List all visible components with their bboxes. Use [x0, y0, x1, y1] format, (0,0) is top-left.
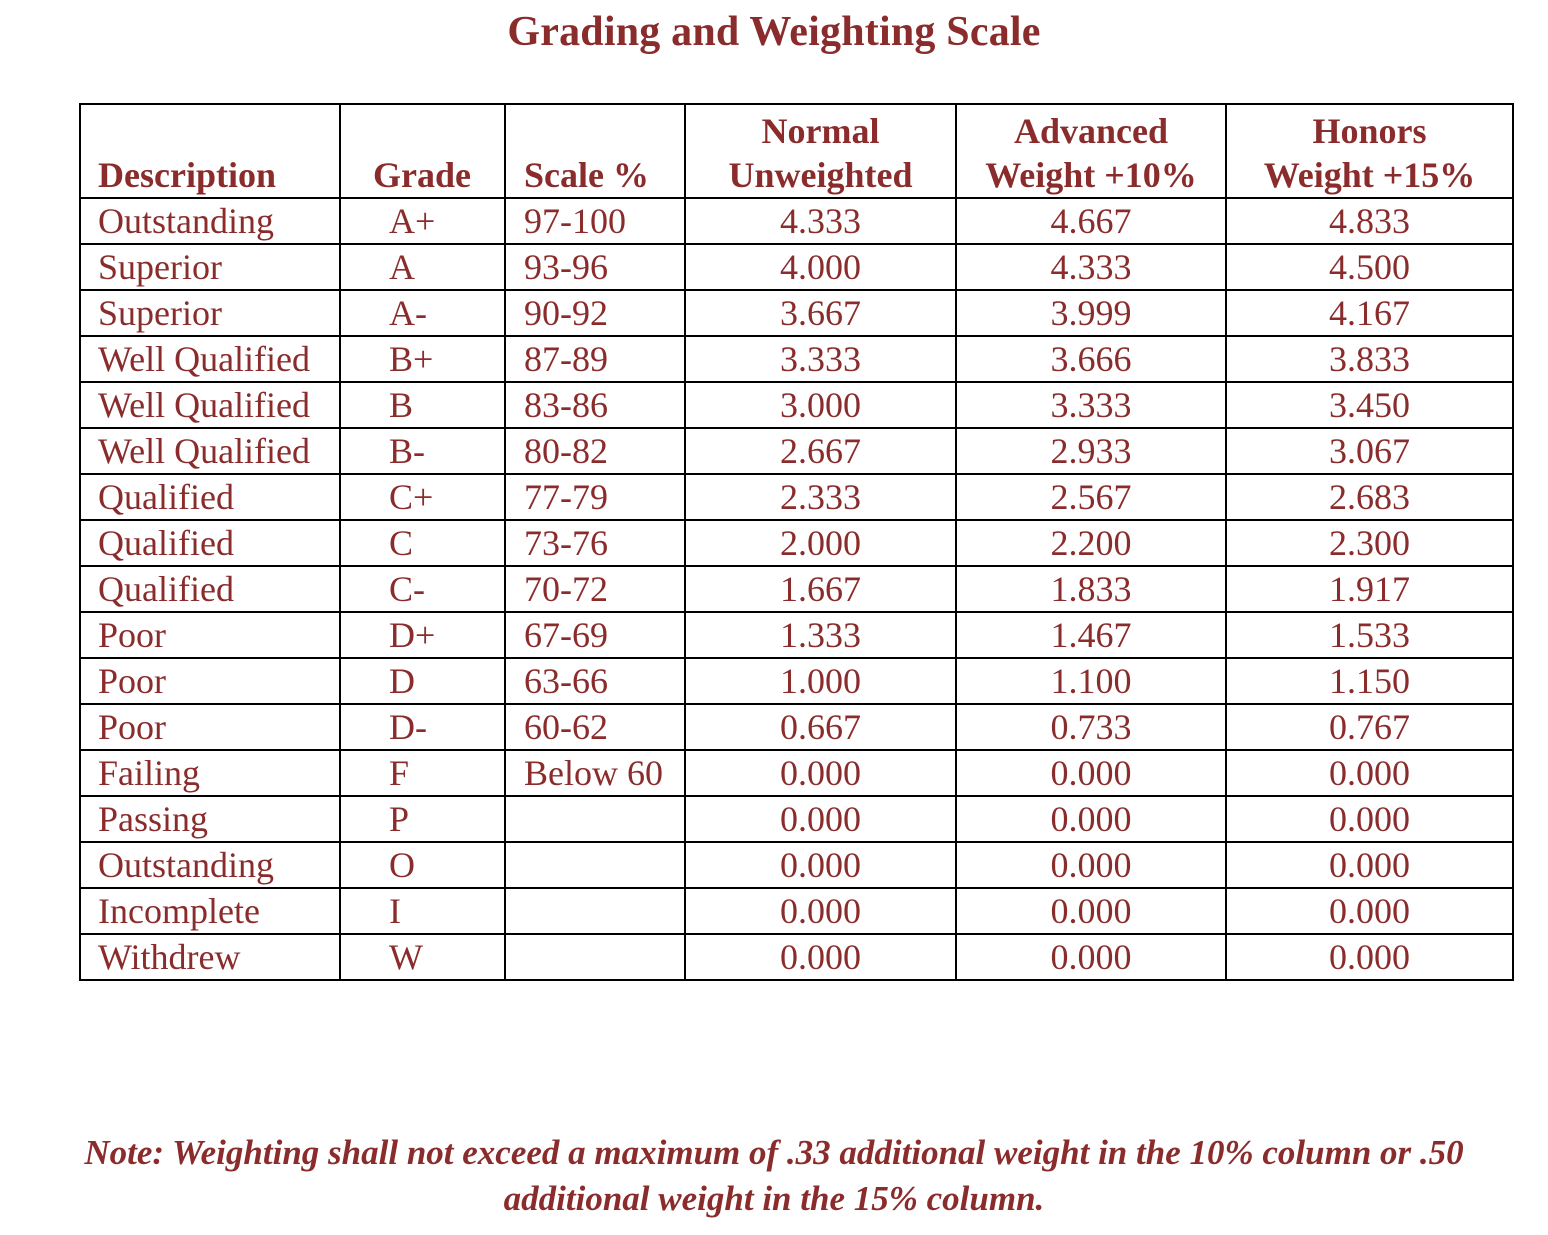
cell-normal-unweighted: 0.000 [685, 796, 956, 842]
cell-grade: D [340, 658, 505, 704]
table-row [80, 290, 1513, 336]
cell-normal-unweighted: 3.333 [685, 336, 956, 382]
cell-normal-unweighted: 1.000 [685, 658, 956, 704]
table-body [80, 198, 1513, 980]
table-header-row [80, 104, 1513, 198]
table-row [80, 888, 1513, 934]
table-row [80, 612, 1513, 658]
header-advanced-weight [956, 104, 1226, 198]
cell-advanced-weight: 0.000 [956, 796, 1226, 842]
cell-normal-unweighted: 0.667 [685, 704, 956, 750]
cell-grade: F [340, 750, 505, 796]
note-line-1: Note: Weighting shall not exceed a maximum of .33 additional weight in the 10% column or .50 [84, 1133, 1464, 1172]
header-grade: Grade [340, 104, 505, 198]
header-honors-weight [1226, 104, 1513, 198]
cell-description: Qualified [80, 566, 340, 612]
cell-scale [505, 934, 685, 980]
cell-advanced-weight: 1.100 [956, 658, 1226, 704]
cell-normal-unweighted: 1.667 [685, 566, 956, 612]
cell-scale: 90-92 [505, 290, 685, 336]
cell-honors-weight: 0.000 [1226, 888, 1513, 934]
cell-grade: W [340, 934, 505, 980]
table-row [80, 428, 1513, 474]
cell-description: Superior [80, 244, 340, 290]
cell-honors-weight: 2.300 [1226, 520, 1513, 566]
cell-advanced-weight: 3.333 [956, 382, 1226, 428]
cell-grade: B- [340, 428, 505, 474]
cell-advanced-weight: 0.733 [956, 704, 1226, 750]
header-advanced-line1: Advanced [1013, 111, 1169, 151]
cell-advanced-weight: 0.000 [956, 888, 1226, 934]
cell-honors-weight: 3.833 [1226, 336, 1513, 382]
cell-advanced-weight: 1.467 [956, 612, 1226, 658]
cell-advanced-weight: 3.666 [956, 336, 1226, 382]
header-honors-line2: Weight +15% [1263, 155, 1476, 195]
table-row [80, 842, 1513, 888]
cell-normal-unweighted: 2.667 [685, 428, 956, 474]
cell-scale [505, 888, 685, 934]
cell-scale: 93-96 [505, 244, 685, 290]
cell-scale: 80-82 [505, 428, 685, 474]
cell-scale: 97-100 [505, 198, 685, 244]
cell-scale: Below 60 [505, 750, 685, 796]
cell-scale: 83-86 [505, 382, 685, 428]
cell-description: Passing [80, 796, 340, 842]
cell-grade: A [340, 244, 505, 290]
cell-honors-weight: 0.000 [1226, 796, 1513, 842]
cell-scale: 77-79 [505, 474, 685, 520]
table-row [80, 520, 1513, 566]
cell-honors-weight: 4.833 [1226, 198, 1513, 244]
cell-description: Qualified [80, 474, 340, 520]
table-row [80, 336, 1513, 382]
cell-grade: B+ [340, 336, 505, 382]
cell-scale: 73-76 [505, 520, 685, 566]
cell-honors-weight: 1.917 [1226, 566, 1513, 612]
cell-normal-unweighted: 1.333 [685, 612, 956, 658]
cell-description: Outstanding [80, 842, 340, 888]
cell-honors-weight: 2.683 [1226, 474, 1513, 520]
cell-grade: C [340, 520, 505, 566]
grading-scale-table [79, 103, 1514, 981]
cell-honors-weight: 0.767 [1226, 704, 1513, 750]
header-description: Description [80, 104, 340, 198]
cell-description: Poor [80, 612, 340, 658]
cell-advanced-weight: 2.567 [956, 474, 1226, 520]
cell-description: Well Qualified [80, 382, 340, 428]
cell-description: Superior [80, 290, 340, 336]
cell-normal-unweighted: 0.000 [685, 750, 956, 796]
cell-description: Poor [80, 704, 340, 750]
cell-description: Withdrew [80, 934, 340, 980]
cell-grade: I [340, 888, 505, 934]
cell-normal-unweighted: 4.333 [685, 198, 956, 244]
cell-grade: P [340, 796, 505, 842]
cell-description: Outstanding [80, 198, 340, 244]
cell-scale: 70-72 [505, 566, 685, 612]
cell-description: Well Qualified [80, 428, 340, 474]
cell-normal-unweighted: 4.000 [685, 244, 956, 290]
cell-scale [505, 842, 685, 888]
header-normal-line2: Unweighted [728, 155, 913, 195]
cell-description: Incomplete [80, 888, 340, 934]
table-row [80, 244, 1513, 290]
cell-honors-weight: 0.000 [1226, 842, 1513, 888]
cell-advanced-weight: 4.333 [956, 244, 1226, 290]
table-row [80, 750, 1513, 796]
cell-honors-weight: 4.167 [1226, 290, 1513, 336]
header-honors-line1: Honors [1312, 111, 1427, 151]
cell-description: Failing [80, 750, 340, 796]
cell-scale: 67-69 [505, 612, 685, 658]
table-row [80, 474, 1513, 520]
cell-honors-weight: 3.067 [1226, 428, 1513, 474]
table-row [80, 198, 1513, 244]
table-row [80, 382, 1513, 428]
table-row [80, 796, 1513, 842]
cell-honors-weight: 0.000 [1226, 934, 1513, 980]
page-title: Grading and Weighting Scale [507, 9, 1041, 55]
cell-normal-unweighted: 0.000 [685, 888, 956, 934]
cell-advanced-weight: 2.200 [956, 520, 1226, 566]
cell-description: Poor [80, 658, 340, 704]
cell-grade: O [340, 842, 505, 888]
cell-normal-unweighted: 2.333 [685, 474, 956, 520]
cell-grade: C+ [340, 474, 505, 520]
table-row [80, 658, 1513, 704]
header-scale: Scale % [505, 104, 685, 198]
cell-description: Well Qualified [80, 336, 340, 382]
cell-grade: C- [340, 566, 505, 612]
cell-honors-weight: 0.000 [1226, 750, 1513, 796]
cell-advanced-weight: 0.000 [956, 750, 1226, 796]
cell-scale: 60-62 [505, 704, 685, 750]
cell-scale [505, 796, 685, 842]
cell-honors-weight: 4.500 [1226, 244, 1513, 290]
cell-grade: A- [340, 290, 505, 336]
table-row [80, 704, 1513, 750]
cell-scale: 87-89 [505, 336, 685, 382]
header-normal-unweighted [685, 104, 956, 198]
cell-normal-unweighted: 3.000 [685, 382, 956, 428]
table-row [80, 934, 1513, 980]
cell-grade: D+ [340, 612, 505, 658]
cell-advanced-weight: 0.000 [956, 842, 1226, 888]
cell-advanced-weight: 4.667 [956, 198, 1226, 244]
cell-grade: A+ [340, 198, 505, 244]
cell-grade: B [340, 382, 505, 428]
cell-normal-unweighted: 0.000 [685, 842, 956, 888]
cell-advanced-weight: 1.833 [956, 566, 1226, 612]
cell-grade: D- [340, 704, 505, 750]
cell-normal-unweighted: 3.667 [685, 290, 956, 336]
cell-honors-weight: 1.533 [1226, 612, 1513, 658]
cell-advanced-weight: 0.000 [956, 934, 1226, 980]
cell-advanced-weight: 3.999 [956, 290, 1226, 336]
cell-normal-unweighted: 0.000 [685, 934, 956, 980]
cell-scale: 63-66 [505, 658, 685, 704]
cell-honors-weight: 1.150 [1226, 658, 1513, 704]
cell-description: Qualified [80, 520, 340, 566]
header-advanced-line2: Weight +10% [985, 155, 1197, 195]
table-row [80, 566, 1513, 612]
header-normal-line1: Normal [761, 111, 880, 151]
cell-honors-weight: 3.450 [1226, 382, 1513, 428]
weighting-note [0, 1130, 1548, 1222]
note-line-2: additional weight in the 15% column. [503, 1179, 1045, 1218]
cell-advanced-weight: 2.933 [956, 428, 1226, 474]
cell-normal-unweighted: 2.000 [685, 520, 956, 566]
